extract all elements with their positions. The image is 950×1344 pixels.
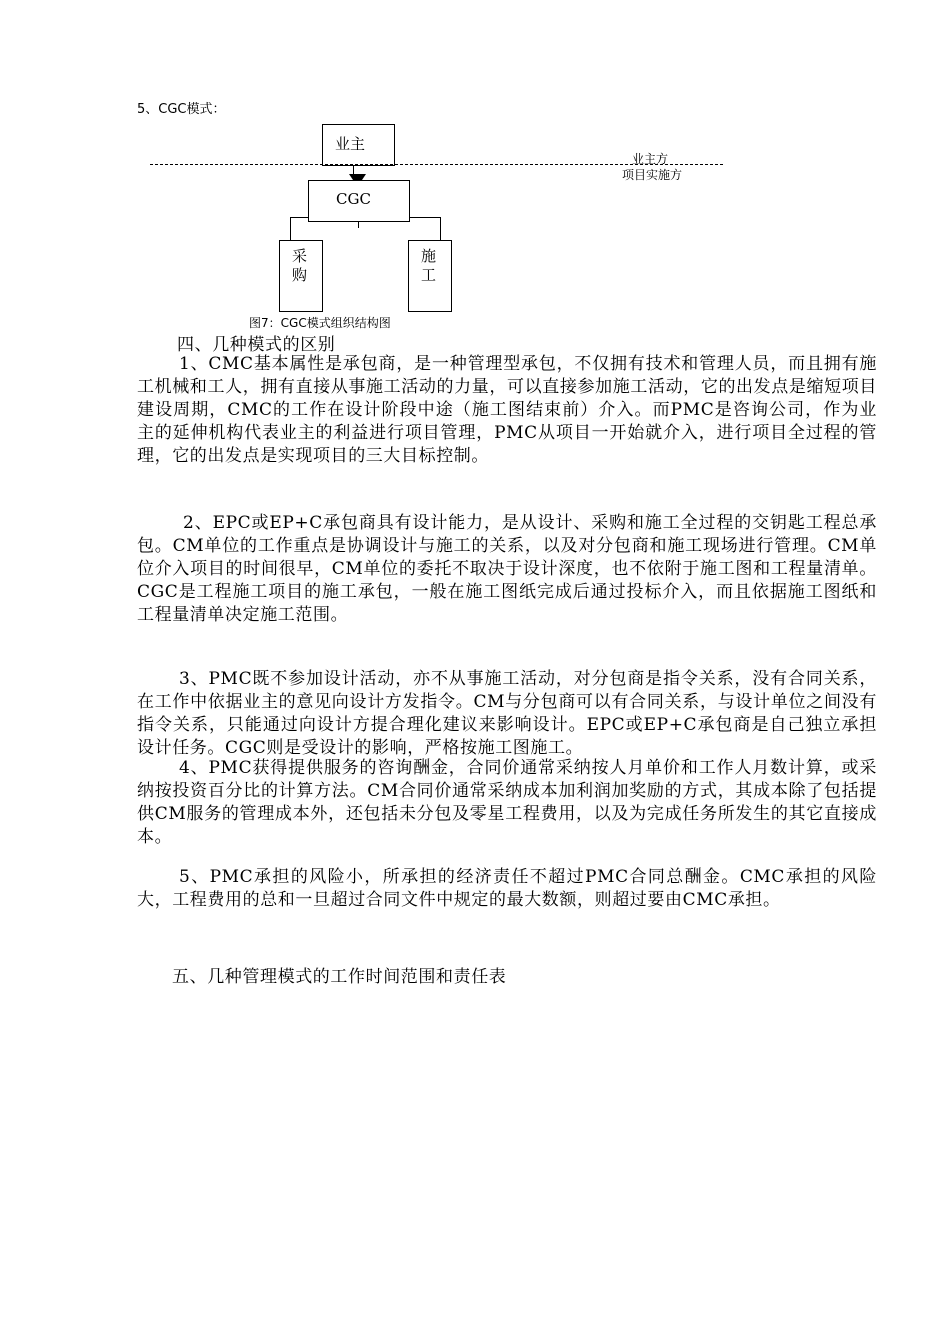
construction-box-label: 施工 xyxy=(421,247,437,284)
owner-side-label: 业主方 xyxy=(632,152,669,166)
owner-box xyxy=(322,124,395,166)
cgc-box xyxy=(308,180,410,222)
figure-caption: 图7：CGC模式组织结构图 xyxy=(249,316,391,330)
cgc-org-diagram xyxy=(0,0,950,340)
paragraph-3: 3、PMC既不参加设计活动，亦不从事施工活动，对分包商是指令关系，没有合同关系，在工作中依据业主的意见向设计方发指令。CM与分包商可以有合同关系，与设计单位之间没有指令关系，只能通过向设计方提合理化建议来影响设计。EPC或EP+C承包商是自己独立承担设计任务。CGC则是受设计的影响，严格按施工图施工。 xyxy=(137,669,877,759)
owner-box-label: 业主 xyxy=(335,135,366,153)
paragraph-1: 1、CMC基本属性是承包商，是一种管理型承包，不仅拥有技术和管理人员，而且拥有施工机械和工人，拥有直接从事施工活动的力量，可以直接参加施工活动，它的出发点是缩短项目建设周期，CMC的工作在设计阶段中途（施工图结束前）介入。而PMC是咨询公司，作为业主的延伸机构代表业主的利益进行项目管理，PMC从项目一开始就介入，进行项目全过程的管理，它的出发点是实现项目的三大目标控制。 xyxy=(137,354,877,467)
section-label: 5、CGC模式： xyxy=(137,102,226,117)
section-heading-4: 四、几种模式的区别 xyxy=(177,335,336,355)
paragraph-5: 5、PMC承担的风险小，所承担的经济责任不超过PMC合同总酬金。CMC承担的风险大，工程费用的总和一旦超过合同文件中规定的最大数额，则超过要由CMC承担。 xyxy=(137,867,877,911)
branch-right-drop xyxy=(440,217,441,240)
paragraph-4: 4、PMC获得提供服务的咨询酬金，合同价通常采纳按人月单价和工作人月数计算，或采纳按投资百分比的计算方法。CM合同价通常采纳成本加利润加奖励的方式，其成本除了包括提供CM服务的管理成本外，还包括未分包及零星工程费用，以及为完成任务所发生的其它直接成本。 xyxy=(137,758,877,848)
section-heading-5: 五、几种管理模式的工作时间范围和责任表 xyxy=(172,967,507,987)
cgc-box-label: CGC xyxy=(336,190,371,208)
construction-box xyxy=(408,240,452,312)
paragraph-2: 2、EPC或EP+C承包商具有设计能力，是从设计、采购和施工全过程的交钥匙工程总承包。CM单位的工作重点是协调设计与施工的关系，以及对分包商和施工现场进行管理。CM单位介入项目的时间很早，CM单位的委托不取决于设计深度，也不依附于施工图和工程量清单。CGC是工程施工项目的施工承包，一般在施工图纸完成后通过投标介入，而且依据施工图纸和工程量清单决定施工范围。 xyxy=(137,513,877,626)
implementer-side-label: 项目实施方 xyxy=(622,168,683,182)
procurement-box-label: 采购 xyxy=(292,247,308,284)
branch-left-drop xyxy=(290,217,291,240)
procurement-box xyxy=(279,240,323,312)
